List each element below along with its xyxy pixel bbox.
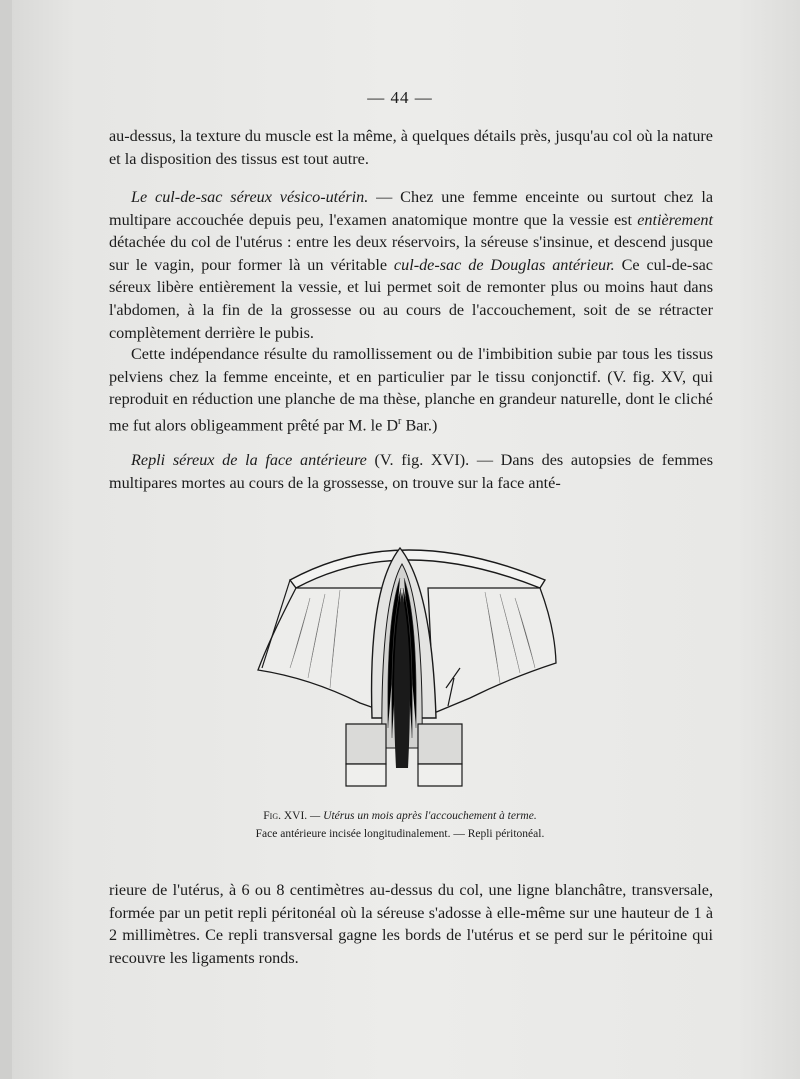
paragraph-independance xyxy=(109,343,713,437)
section-heading-cul-de-sac: Le cul-de-sac séreux vésico-utérin. xyxy=(131,188,369,206)
figure-title: — Utérus un mois après l'accouchement à terme. xyxy=(307,810,537,822)
paragraph-cul-de-sac xyxy=(109,186,713,344)
page-number: — 44 — xyxy=(367,88,433,107)
paragraph-text: — Chez une femme enceinte ou surtout chez la multipare accouchée depuis peu, l'examen anatomique montre que la vessie est xyxy=(109,188,714,229)
paragraph-repli xyxy=(109,449,713,494)
paragraph-text: détachée du col de l'utérus : entre les deux réservoirs, la séreuse s'insinue, et descend jusque sur le vagin, pour former là un véritable xyxy=(109,233,713,274)
paragraph-repli-continuation xyxy=(109,879,713,969)
figure-label: Fig. XVI. xyxy=(263,810,308,822)
paragraph-text: (V. fig. XVI). — Dans des autopsies de femmes multipares mortes au cours de la grossesse, on trouve sur la face anté- xyxy=(109,451,713,492)
figure-caption-line2: Face antérieure incisée longitudinalement. — Repli péritonéal. xyxy=(255,828,545,840)
section-heading-repli: Repli séreux de la face antérieure xyxy=(131,451,367,469)
emphasis-text: cul-de-sac de Douglas antérieur. xyxy=(393,255,615,274)
paragraph-text: rieure de l'utérus, à 6 ou 8 centimètres au-dessus du col, une ligne blanchâtre, transversale, formée par un petit repli péritonéal où la séreuse s'adosse à elle-même sur une hauteur de 1 à 2 millimètres. Ce repli transversal gagne les bords de l'utérus et se perd sur le péritoine qui recouvre les ligaments ronds. xyxy=(109,881,713,967)
paragraph-text: au-dessus, la texture du muscle est la même, à quelques détails près, jusqu'au col où la nature et la disposition des tissus est tout autre. xyxy=(109,127,713,168)
paragraph-text: Bar.) xyxy=(401,416,438,435)
superscript: r xyxy=(398,415,402,427)
uterus-illustration xyxy=(250,528,562,796)
paragraph-text: Ce cul-de-sac séreux libère entièrement la vessie, et lui permet soit de remonter plus ou moins haut dans l'abdomen, à la fin de la grossesse ou au cours de l'accouchement, soit de se rétracter complètement derrière le pubis. xyxy=(109,255,713,342)
paragraph-text: Cette indépendance résulte du ramollissement ou de l'imbibition subie par tous les tissus pelviens chez la femme enceinte, et en particulier par le tissu conjonctif. (V. fig. XV, qui reproduit en réduction une planche de ma thèse, planche en grandeur naturelle, dont le cliché me fut alors obligeamment prêté par M. le D xyxy=(109,345,713,435)
paragraph-continuation xyxy=(109,125,713,170)
emphasis-text: entièrement xyxy=(637,210,713,229)
figure-caption-line1 xyxy=(0,808,800,825)
